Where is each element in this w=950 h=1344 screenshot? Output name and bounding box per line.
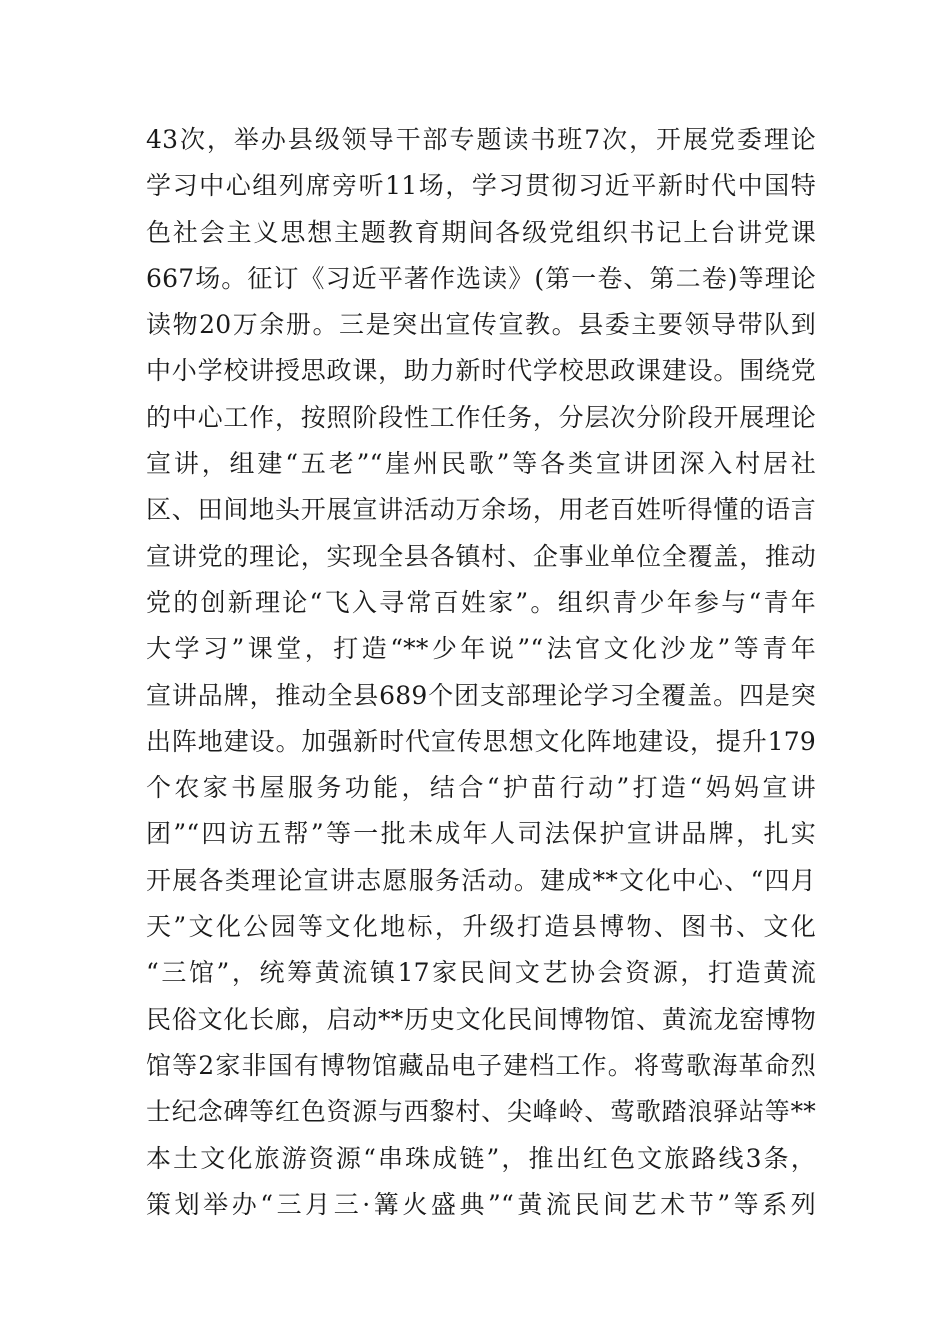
text-line-24: 策划举办“三月三·篝火盛典”“黄流民间艺术节”等系列 [146,1189,816,1219]
text-line-2: 学习中心组列席旁听11场，学习贯彻习近平新时代中国特 [146,171,816,201]
text-line-3: 色社会主义思想主题教育期间各级党组织书记上台讲党课 [146,217,816,247]
text-line-8: 宣讲，组建“五老”“崖州民歌”等各类宣讲团深入村居社 [146,449,816,479]
text-line-10: 宣讲党的理论，实现全县各镇村、企事业单位全覆盖，推动 [146,541,816,571]
text-line-5: 读物20万余册。三是突出宣传宣教。县委主要领导带队到 [146,310,816,340]
text-line-15: 个农家书屋服务功能，结合“护苗行动”打造“妈妈宣讲 [146,773,816,803]
text-line-1: 43次，举办县级领导干部专题读书班7次，开展党委理论 [146,125,816,154]
text-line-19: “三馆”，统筹黄流镇17家民间文艺协会资源，打造黄流 [146,958,816,988]
text-line-22: 士纪念碑等红色资源与西黎村、尖峰岭、莺歌踏浪驿站等** [146,1097,816,1127]
text-line-18: 天”文化公园等文化地标，升级打造县博物、图书、文化 [146,912,816,942]
text-line-16: 团”“四访五帮”等一批未成年人司法保护宣讲品牌，扎实 [146,819,816,849]
text-line-23: 本土文化旅游资源“串珠成链”，推出红色文旅路线3条， [146,1143,816,1173]
text-line-6: 中小学校讲授思政课，助力新时代学校思政课建设。围绕党 [146,356,816,386]
text-line-12: 大学习”课堂，打造“**少年说”“法官文化沙龙”等青年 [146,634,816,664]
text-line-14: 出阵地建设。加强新时代宣传思想文化阵地建设，提升179 [146,726,816,756]
text-line-13: 宣讲品牌，推动全县689个团支部理论学习全覆盖。四是突 [146,680,816,710]
body-text [146,117,816,1228]
text-line-17: 开展各类理论宣讲志愿服务活动。建成**文化中心、“四月 [146,865,816,895]
text-line-11: 党的创新理论“飞入寻常百姓家”。组织青少年参与“青年 [146,587,816,617]
text-line-7: 的中心工作，按照阶段性工作任务，分层次分阶段开展理论 [146,402,816,432]
text-line-21: 馆等2家非国有博物馆藏品电子建档工作。将莺歌海革命烈 [146,1050,816,1080]
text-line-9: 区、田间地头开展宣讲活动万余场，用老百姓听得懂的语言 [146,495,816,525]
text-line-4: 667场。征订《习近平著作选读》(第一卷、第二卷)等理论 [146,263,816,293]
text-line-20: 民俗文化长廊，启动**历史文化民间博物馆、黄流龙窑博物 [146,1004,816,1034]
